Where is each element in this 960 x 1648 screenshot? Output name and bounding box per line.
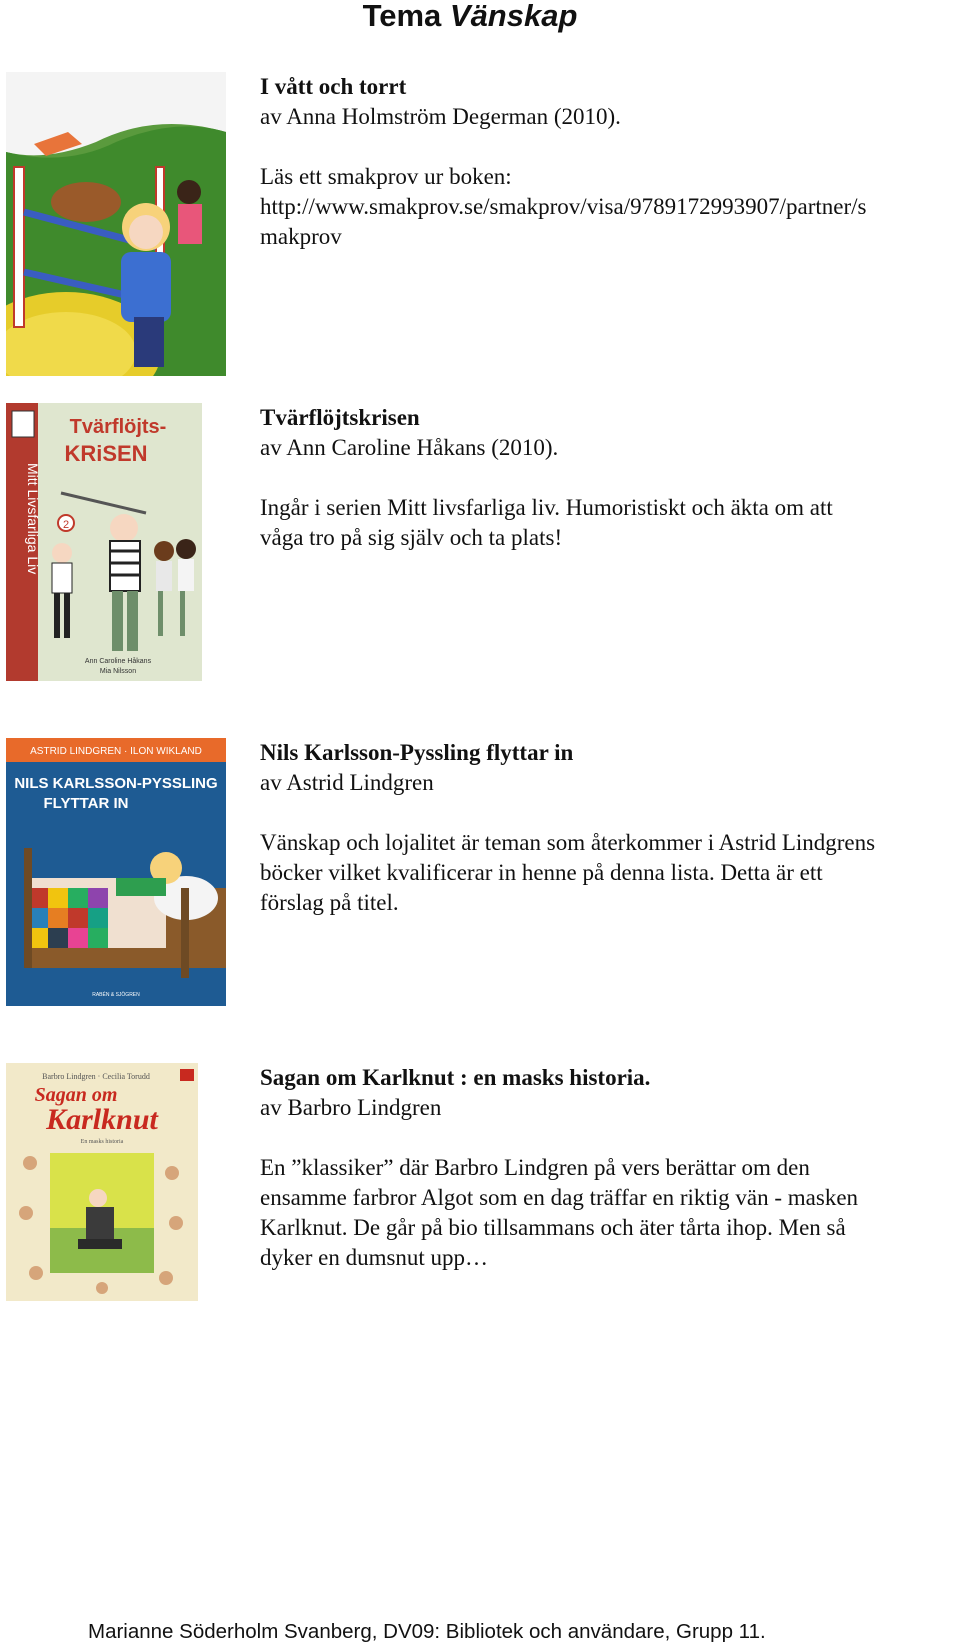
book-text [260, 738, 960, 918]
book-text [260, 403, 960, 553]
book-cover-1 [6, 72, 226, 376]
book-description-line: böcker vilket kvalificerar in henne på denna lista. Detta är ett [260, 860, 823, 885]
book-title: I vått och torrt [260, 74, 407, 99]
cover-2-series: Mitt Livsfarliga Liv [25, 463, 41, 575]
book-cover-4 [6, 1063, 198, 1301]
book-cover-illustration-icon [6, 72, 226, 376]
cover-2-title-line2: KRiSEN [64, 441, 148, 466]
cover-3-publisher: RABÉN & SJÖGREN [92, 992, 140, 998]
cover-3-title-line1: NILS KARLSSON-PYSSLING [14, 775, 218, 792]
cover-4-subtitle: En masks historia [80, 1139, 124, 1145]
book-text [260, 72, 960, 252]
book-title: Sagan om Karlknut : en masks historia. [260, 1065, 651, 1090]
book-cover-2-art [6, 403, 202, 681]
page-title-prefix: Tema [362, 0, 450, 33]
book-description-line: Läs ett smakprov ur boken: [260, 164, 512, 189]
page-title [0, 0, 940, 32]
cover-2-title-line1: Tvärflöjts- [69, 416, 167, 438]
page-footer: Marianne Söderholm Svanberg, DV09: Bibliotek och användare, Grupp 11. [88, 1620, 766, 1643]
cover-2-credits-line2: Mia Nilsson [99, 668, 137, 675]
cover-3-authors: ASTRID LINDGREN · ILON WIKLAND [30, 746, 202, 757]
cover-4-title-line1: Sagan om [34, 1084, 118, 1106]
book-cover-3-art [6, 738, 226, 1006]
book-cover-3 [6, 738, 226, 1006]
cover-2-credits-line1: Ann Caroline Håkans [84, 658, 152, 665]
book-author: av Barbro Lindgren [260, 1095, 442, 1120]
book-author: av Ann Caroline Håkans (2010). [260, 435, 559, 460]
book-description-line: dyker en dumsnut upp… [260, 1245, 489, 1270]
book-link-continued[interactable]: makprov [260, 224, 342, 249]
page-title-theme: Vänskap [449, 0, 578, 33]
book-description-line: Ingår i serien Mitt livsfarliga liv. Humoristiskt och äkta om att [260, 495, 833, 520]
book-description-line: förslag på titel. [260, 890, 399, 915]
book-title: Tvärflöjtskrisen [260, 405, 420, 430]
book-cover-4-art [6, 1063, 198, 1301]
book-title: Nils Karlsson-Pyssling flyttar in [260, 740, 574, 765]
book-description-line: ensamme farbror Algot som en dag träffar en riktig vän - masken [260, 1185, 859, 1210]
book-description-line: våga tro på sig själv och ta plats! [260, 525, 563, 550]
book-author: av Astrid Lindgren [260, 770, 434, 795]
cover-2-number: 2 [62, 519, 70, 531]
book-description-line: Karlknut. De går på bio tillsammans och äter tårta ihop. Men så [260, 1215, 846, 1240]
book-description-line: Vänskap och lojalitet är teman som återkommer i Astrid Lindgrens [260, 830, 876, 855]
book-description-line: En ”klassiker” där Barbro Lindgren på vers berättar om den [260, 1155, 810, 1180]
cover-3-title-line2: FLYTTAR IN [43, 795, 129, 812]
book-cover-2 [6, 403, 202, 681]
book-author: av Anna Holmström Degerman (2010). [260, 104, 621, 129]
book-link[interactable]: http://www.smakprov.se/smakprov/visa/9789172993907/partner/s [260, 194, 867, 219]
book-text [260, 1063, 960, 1273]
cover-4-title-line2: Karlknut [46, 1103, 158, 1136]
cover-4-authors: Barbro Lindgren · Cecilia Torudd [42, 1072, 150, 1081]
